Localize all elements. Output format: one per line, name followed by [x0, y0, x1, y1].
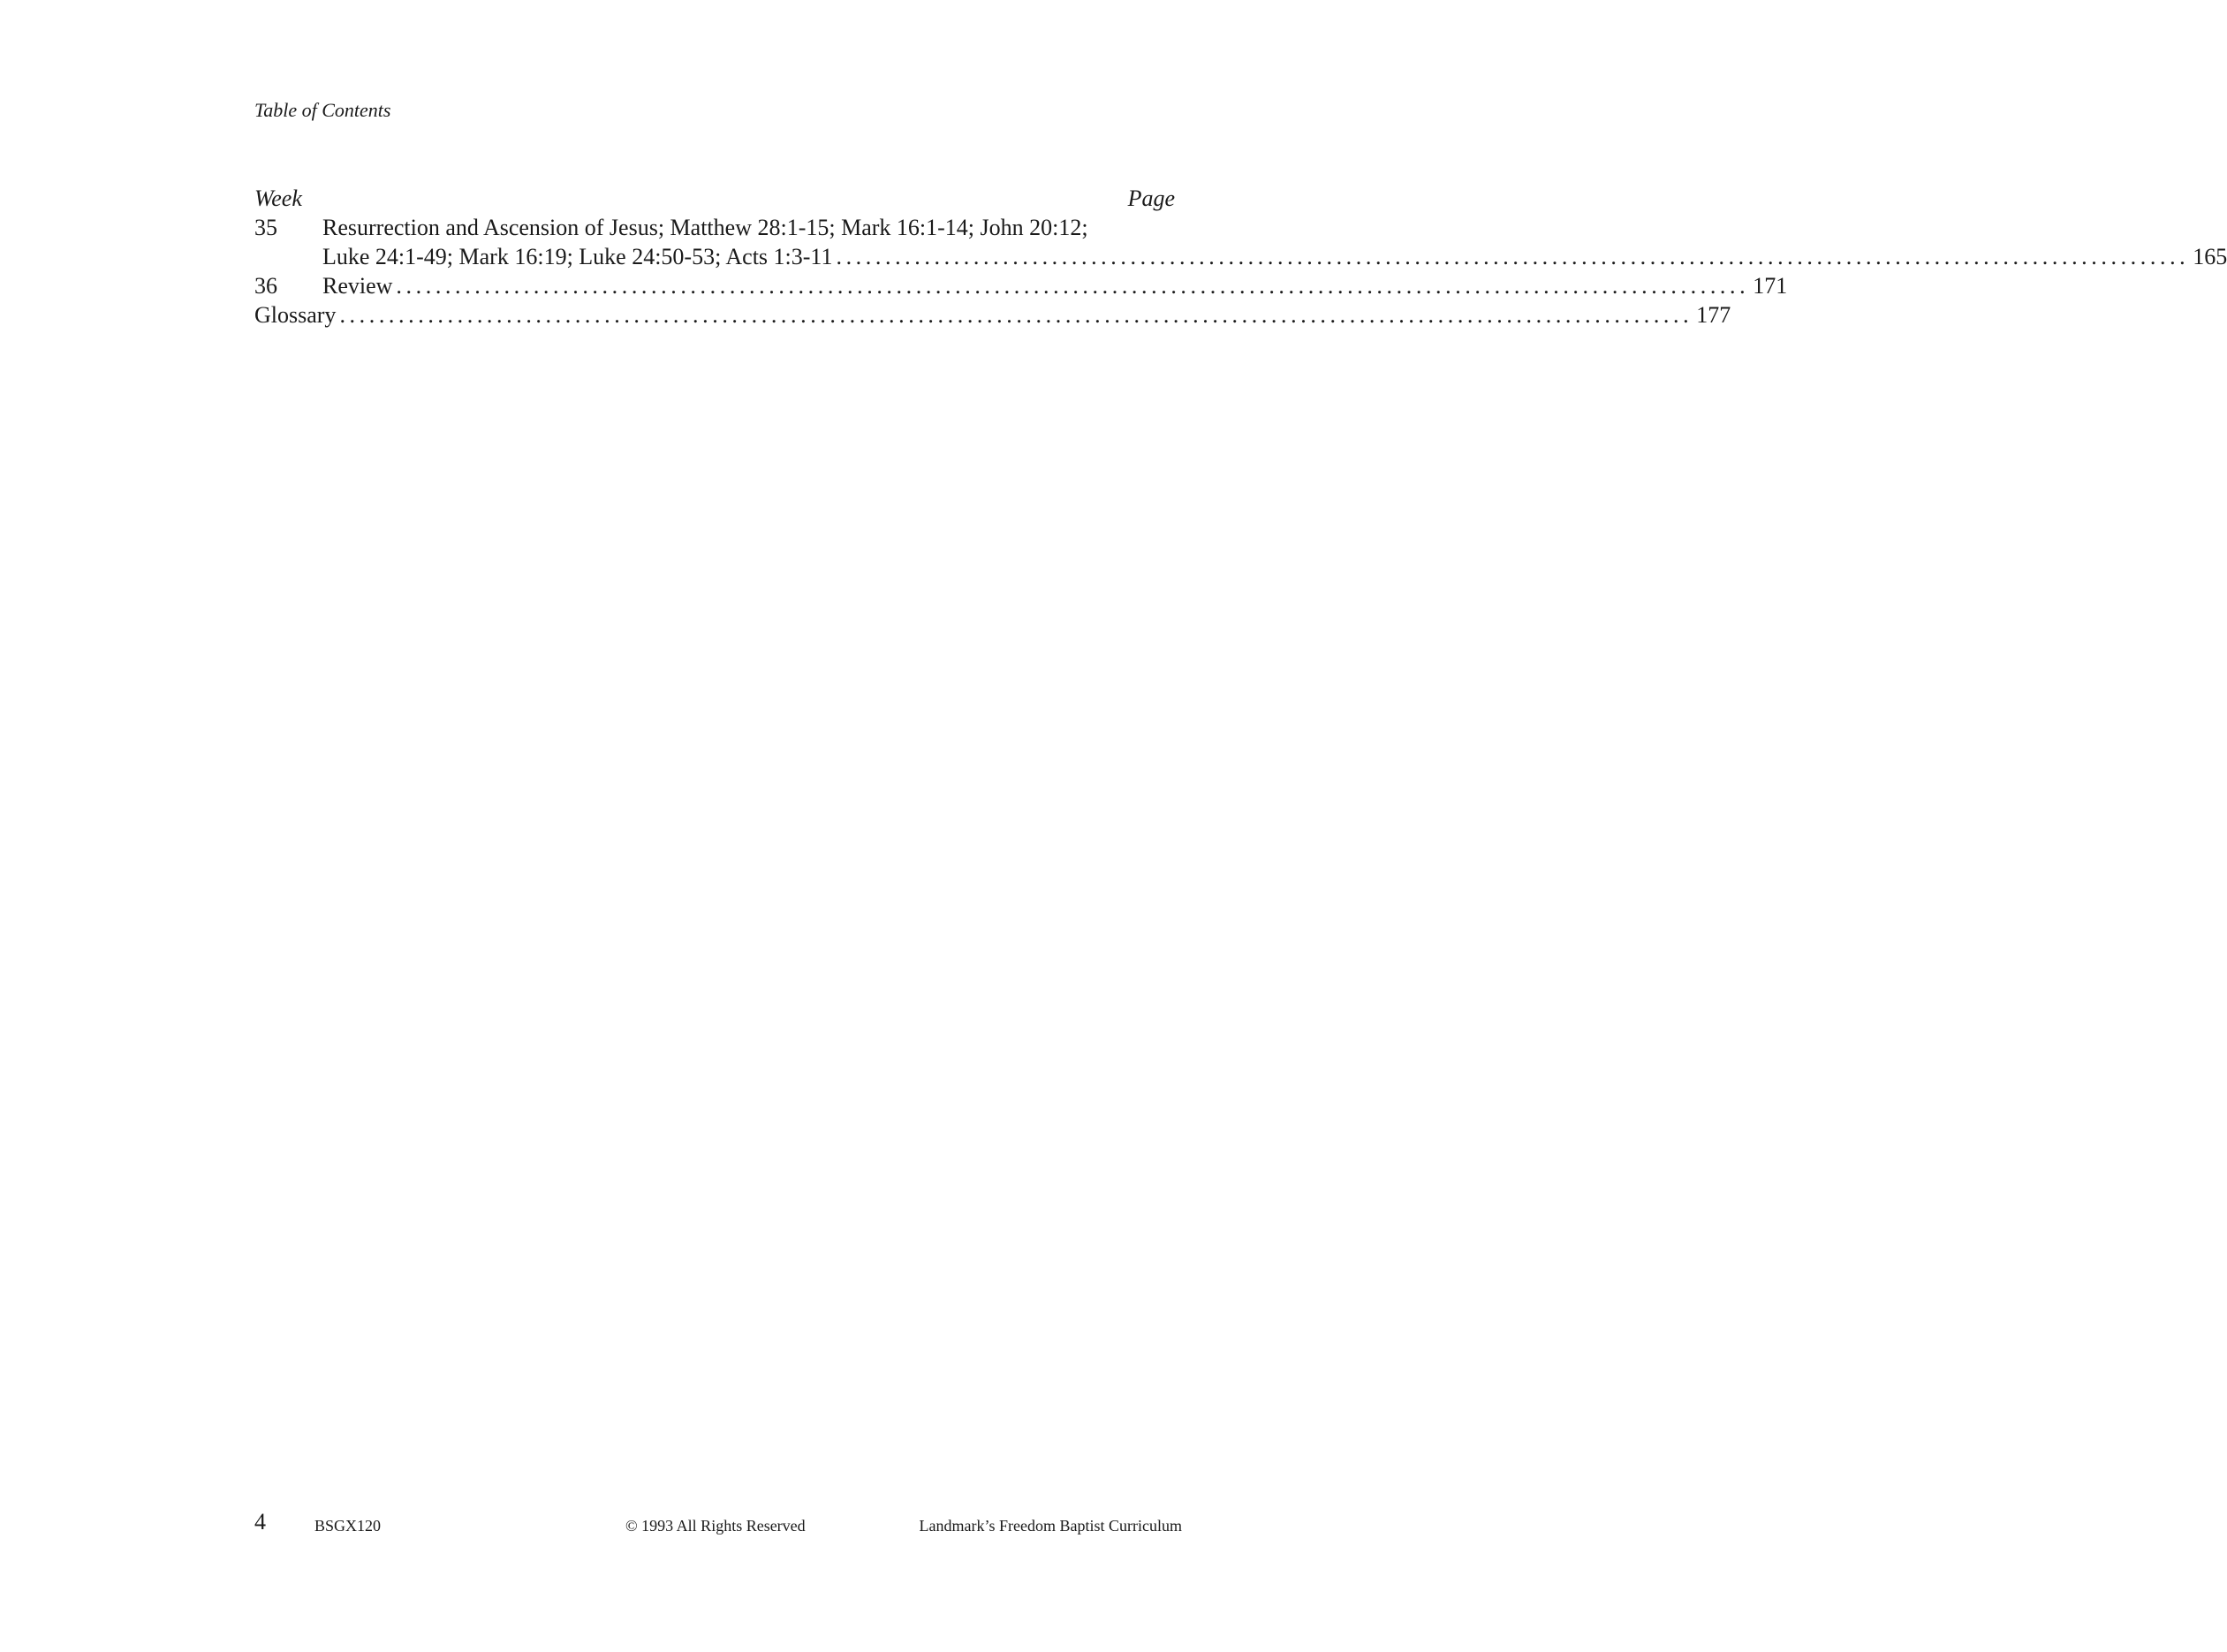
- toc-entry-week-35[interactable]: [254, 213, 2227, 271]
- footer-page-number: 4: [254, 1509, 266, 1535]
- page-number: 165: [2193, 244, 2227, 269]
- entry-title: Glossary: [254, 302, 337, 328]
- dot-leader: ..........................................................................................................................................: [339, 302, 1693, 328]
- entry-text: [322, 213, 2227, 271]
- entry-leader-line: [322, 242, 2227, 271]
- running-head: Table of Contents: [254, 99, 391, 121]
- entry-title-line-1: Resurrection and Ascension of Jesus; Matthew 28:1-15; Mark 16:1-14; John 20:12;: [322, 215, 1088, 240]
- entry-title: Review: [322, 273, 393, 299]
- dot-leader: ..........................................................................................................................................: [836, 244, 2190, 269]
- table-of-contents: [254, 184, 2227, 330]
- week-number: 35: [254, 215, 277, 240]
- week-column-label: Week: [254, 186, 302, 211]
- entry-title-line-2: Luke 24:1-49; Mark 16:19; Luke 24:50-53; Acts 1:3-11: [322, 244, 833, 269]
- entry-text: [254, 300, 1731, 330]
- toc-header: [254, 184, 1175, 213]
- footer-publisher: Landmark’s Freedom Baptist Curriculum: [919, 1517, 1182, 1535]
- entry-leader-line: [254, 300, 1731, 330]
- dot-leader: ..........................................................................................................................................: [396, 273, 1750, 299]
- toc-entry-glossary[interactable]: [254, 300, 1731, 330]
- page-footer: [254, 1509, 1182, 1535]
- footer-copyright: © 1993 All Rights Reserved: [625, 1517, 806, 1535]
- toc-entry-week-36[interactable]: [254, 271, 1788, 300]
- week-number: 36: [254, 273, 277, 299]
- entry-leader-line: [322, 271, 1788, 300]
- page-number: 177: [1696, 302, 1731, 328]
- page-column-label: Page: [1127, 186, 1175, 211]
- entry-text: [322, 271, 1788, 300]
- footer-code: BSGX120: [314, 1517, 382, 1535]
- page-number: 171: [1753, 273, 1788, 299]
